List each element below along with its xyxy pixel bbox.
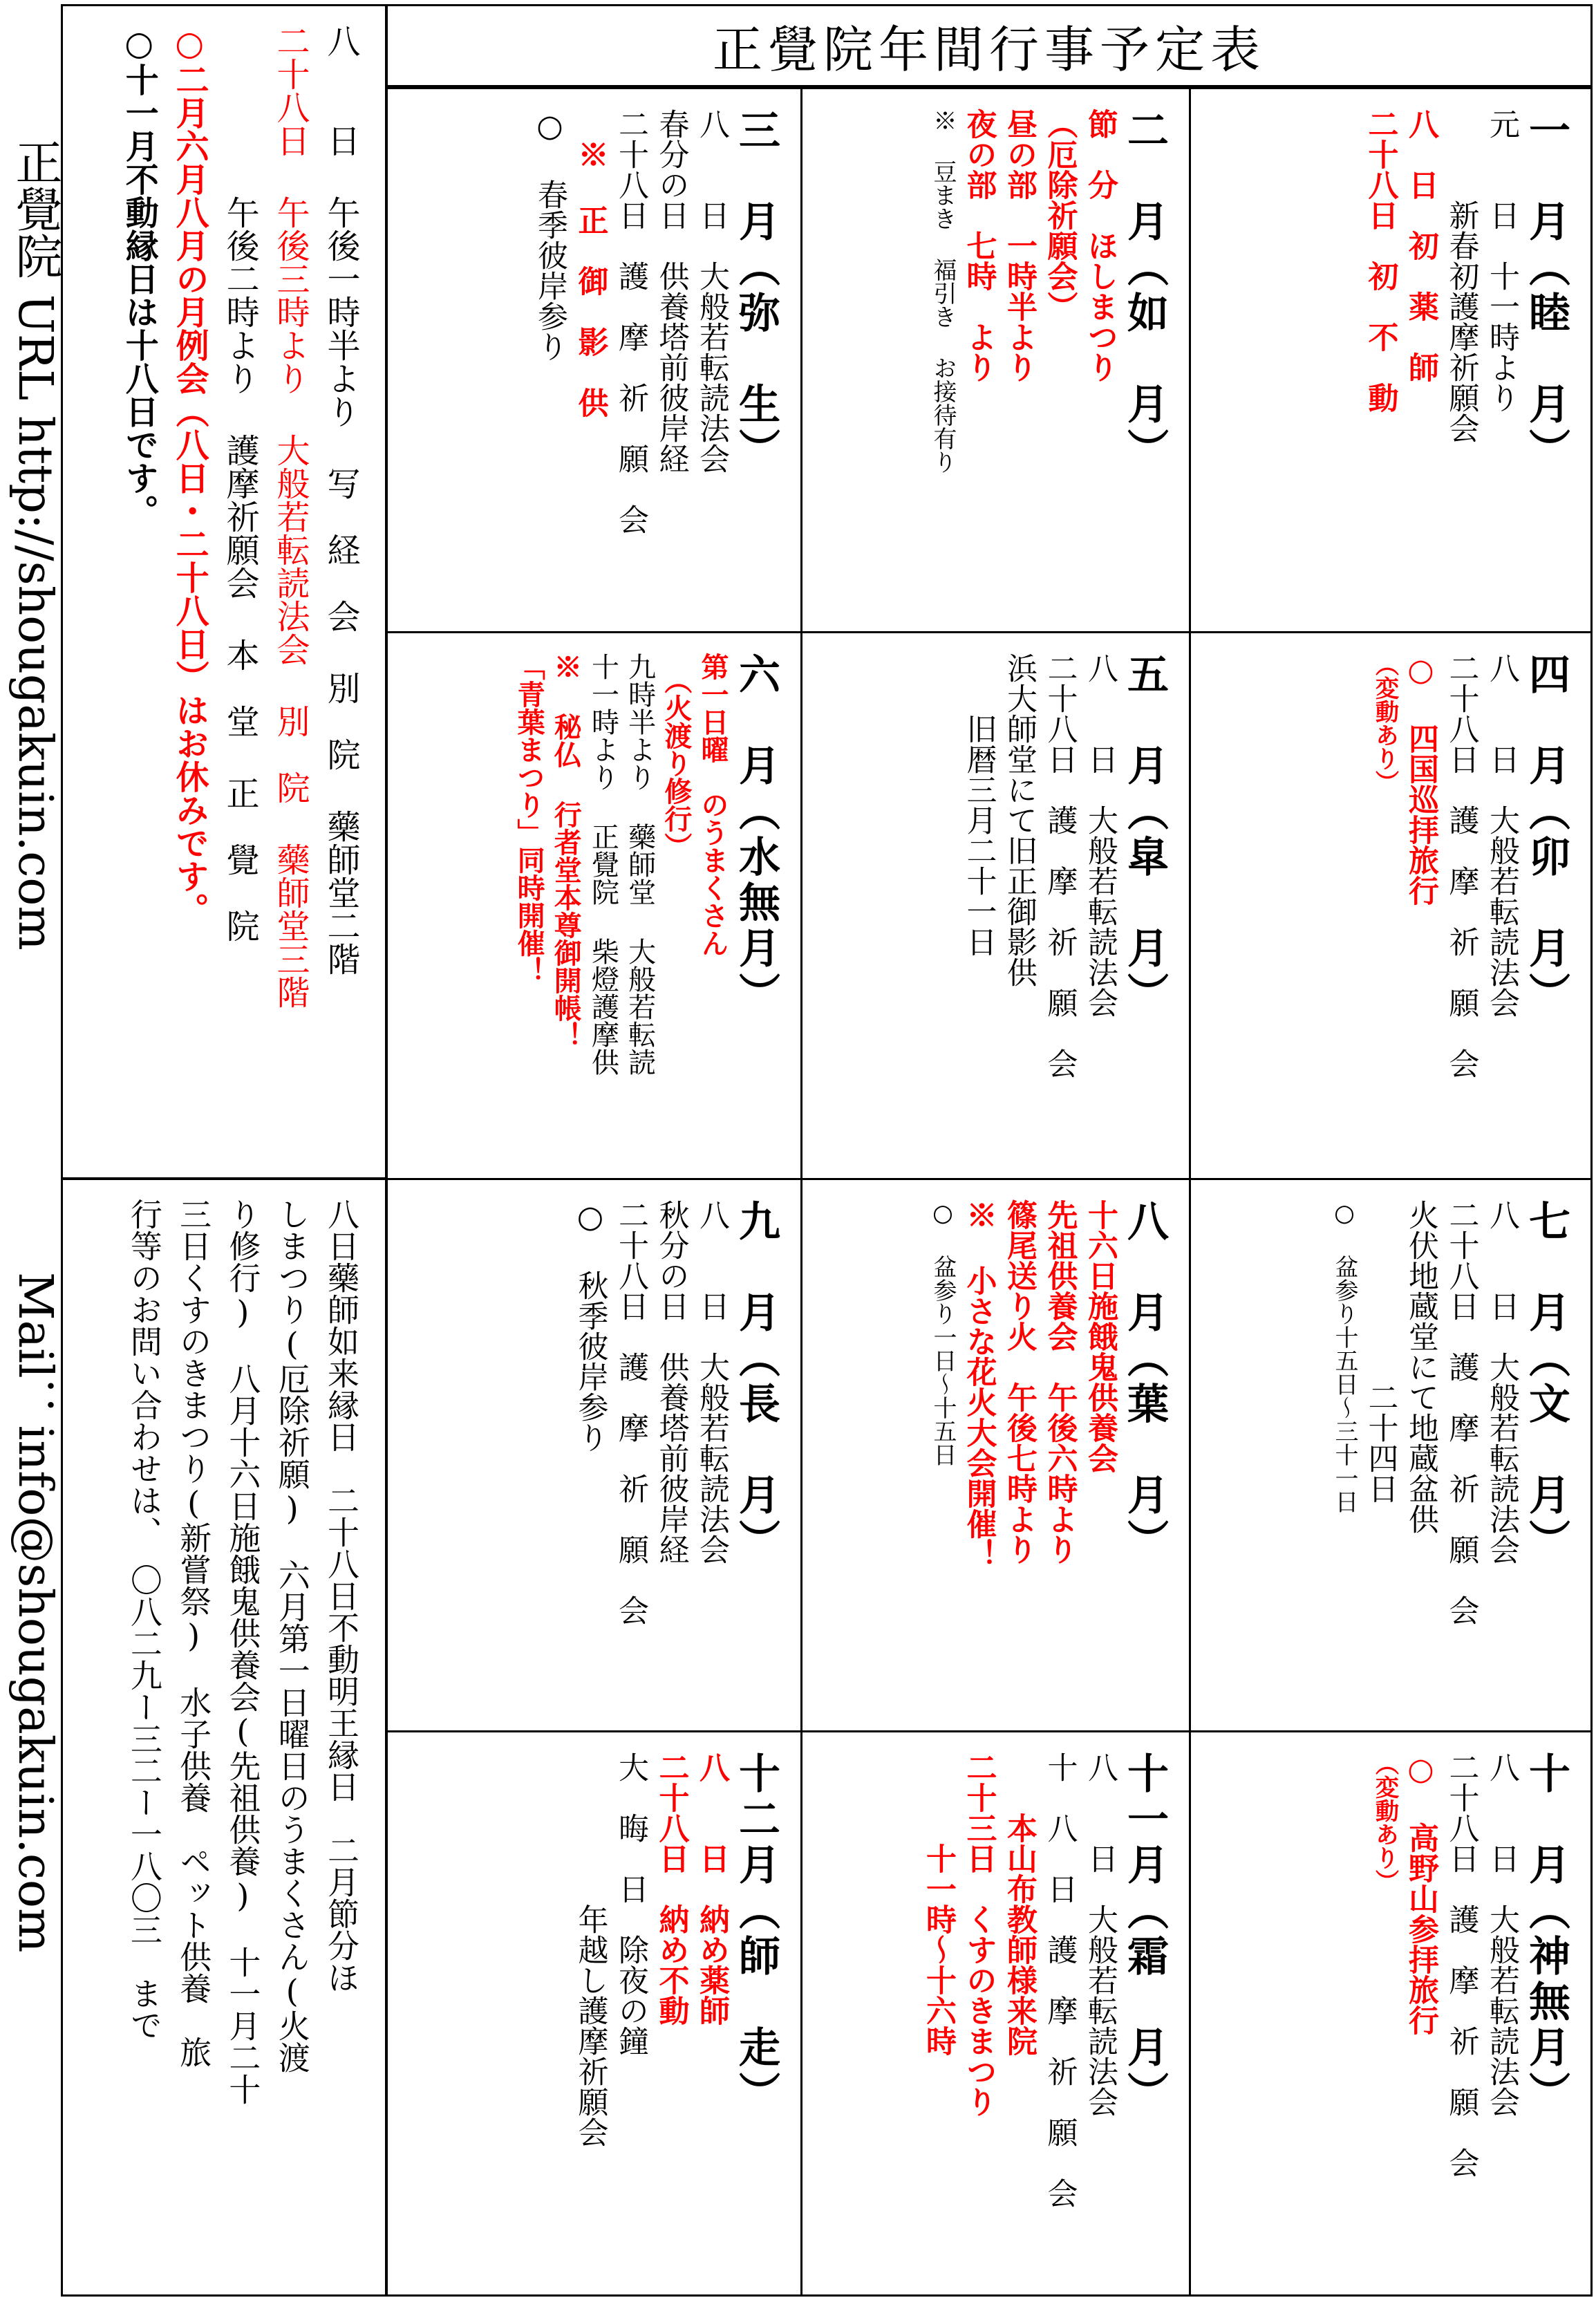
mar-line-4: ※ 正 御 影 供: [572, 109, 608, 418]
month-title-apr: 四 月（卯 月）: [1522, 653, 1570, 1018]
month-cell-apr: [1189, 631, 1593, 1180]
notice-top-line-4: ○二月六月八月の月例会（八日・二十八日）はお休みです。: [170, 24, 209, 926]
notice-top-line-2: 二十八日 午後三時より 大般若転読法会 別 院 藥師堂三階: [271, 24, 310, 1009]
dec-line-2: 二十八日 納め不動: [653, 1752, 689, 2026]
sep-line-4: ○ 秋季彼岸参り: [572, 1199, 608, 1452]
jul-line-5: ○ 盆参り十五日～三十一日: [1330, 1199, 1358, 1513]
month-cell-may: [800, 631, 1191, 1180]
month-cell-mar: [386, 87, 802, 633]
notice-top-line-1: 八 日 午後一時半より 写 経 会 別 院 藥師堂二階: [321, 24, 360, 975]
feb-line-2: （厄除祈願会）: [1042, 109, 1078, 321]
month-title-aug: 八 月（葉 月）: [1120, 1199, 1169, 1564]
notice-top-panel: [61, 4, 387, 1179]
month-title-jan: 一 月（睦 月）: [1522, 109, 1570, 474]
apr-line-2: 二十八日 護 摩 祈 願 会: [1443, 653, 1479, 1078]
url-label: 正覺院 URL http://shougakuin.com: [8, 138, 62, 951]
notice-top-line-5: ○十一月不動縁日は十八日です。: [120, 24, 159, 527]
month-title-oct: 十 月（神無月）: [1522, 1752, 1570, 2117]
jun-line-2: （火渡り修行）: [659, 653, 693, 860]
month-cell-jul: [1189, 1178, 1593, 1732]
aug-line-3: 篠尾送り火 午後七時より: [1001, 1199, 1037, 1564]
notice-bottom-line-5: 行等のお問い合わせは、 〇八二九ー三二ー一八〇三 まで: [125, 1198, 163, 2041]
aug-line-1: 十六日施餓鬼供養会: [1082, 1199, 1118, 1473]
oct-line-4: （変動あり）: [1371, 1752, 1399, 1893]
jan-line-4: 二十八日 初 不 動: [1362, 109, 1398, 413]
month-title-jun: 六 月（水無月）: [732, 653, 780, 1018]
month-cell-dec: [386, 1730, 802, 2297]
jan-line-2: 新春初護摩祈願会: [1443, 109, 1479, 443]
aug-line-4: ※ 小さな花火大会開催！: [961, 1199, 997, 1569]
jun-line-6: 「青葉まつり」同時開催！: [513, 653, 546, 984]
month-title-mar: 三 月（弥 生）: [732, 109, 780, 474]
apr-line-1: 八 日 大般若転読法会: [1484, 653, 1519, 1018]
jun-line-3: 九時半より 藥師堂 大般若転読: [623, 653, 656, 1076]
month-cell-sep: [386, 1178, 802, 1732]
jul-line-1: 八 日 大般若転読法会: [1484, 1199, 1519, 1564]
feb-line-4: 夜の部 七時 より: [961, 109, 997, 382]
mail-label: Mail：info@shougakuin.com: [8, 1272, 62, 1953]
nov-line-3: 本山布教師様来院: [1001, 1752, 1037, 2056]
may-line-4: 旧暦三月二十一日: [961, 653, 997, 957]
month-title-sep: 九 月（長 月）: [732, 1199, 780, 1564]
notice-top-line-3-text: 午後二時より 護摩祈願会 本 堂 正 覺 院: [220, 24, 260, 942]
notice-bottom-panel: [61, 1178, 387, 2297]
nov-line-5: 十一時～十六時: [920, 1752, 956, 2056]
oct-line-3: ○ 高野山参拝旅行: [1402, 1752, 1438, 2035]
dec-line-4: 年越し護摩祈願会: [572, 1752, 608, 2147]
mar-line-5: ○ 春季彼岸参り: [532, 109, 567, 362]
nov-line-1: 八 日 大般若転読法会: [1082, 1752, 1118, 2117]
jul-line-3: 火伏地蔵堂にて地蔵盆供: [1402, 1199, 1438, 1534]
page-title: 正覺院年間行事予定表: [386, 4, 1593, 87]
month-cell-oct: [1189, 1730, 1593, 2297]
feb-line-1: 節 分 ほしまつり: [1082, 109, 1118, 382]
month-title-jul: 七 月（文 月）: [1522, 1199, 1570, 1564]
sep-line-2: 秋分の日 供養塔前彼岸経: [653, 1199, 689, 1564]
month-title-may: 五 月（皐 月）: [1120, 653, 1169, 1018]
jul-line-4: 二十四日: [1362, 1199, 1398, 1504]
feb-line-5: ※ 豆まき 福引き お接待有り: [928, 109, 957, 474]
month-title-dec: 十二月（師 走）: [732, 1752, 780, 2117]
apr-line-3: ○ 四国巡拝旅行: [1402, 653, 1438, 906]
nov-line-2: 十 八 日 護 摩 祈 願 会: [1042, 1752, 1078, 2208]
jun-line-4: 十一時より 正覺院 柴燈護摩供: [587, 653, 619, 1076]
notice-bottom-line-1: 八日藥師如来縁日 二十八日不動明王縁日 二月節分ほ: [323, 1198, 360, 1993]
may-line-3: 浜大師堂にて旧正御影供: [1001, 653, 1037, 987]
jul-line-2: 二十八日 護 摩 祈 願 会: [1443, 1199, 1479, 1625]
aug-line-5: ○ 盆参り一日～十五日: [928, 1199, 957, 1466]
month-cell-jun: [386, 631, 802, 1180]
notice-top-text: [77, 24, 366, 1163]
month-title-nov: 十一月（霜 月）: [1120, 1752, 1169, 2117]
month-title-feb: 二 月（如 月）: [1120, 109, 1169, 474]
notice-top-line-3: [214, 24, 265, 1163]
notice-bottom-line-2: しまつり(厄除祈願) 六月第一日曜日のうまくさん(火渡: [273, 1198, 311, 2073]
mar-line-3: 二十八日 護 摩 祈 願 会: [612, 109, 648, 534]
aug-line-2: 先祖供養会 午後六時より: [1042, 1199, 1078, 1564]
sep-line-1: 八 日 大般若転読法会: [694, 1199, 729, 1564]
oct-line-1: 八 日 大般若転読法会: [1484, 1752, 1519, 2117]
month-cell-aug: [800, 1178, 1191, 1732]
month-cell-jan: [1189, 87, 1593, 633]
feb-line-3: 昼の部 一時半より: [1001, 109, 1037, 382]
mar-line-2: 春分の日 供養塔前彼岸経: [653, 109, 689, 474]
oct-line-2: 二十八日 護 摩 祈 願 会: [1443, 1752, 1479, 2178]
month-cell-feb: [800, 87, 1191, 633]
jun-line-1: 第一日曜 のうまくさん: [697, 653, 729, 957]
dec-line-3: 大 晦 日 除夜の鐘: [612, 1752, 648, 2056]
apr-line-4: （変動あり）: [1371, 653, 1399, 794]
month-cell-nov: [800, 1730, 1191, 2297]
sep-line-3: 二十八日 護 摩 祈 願 会: [612, 1199, 648, 1625]
jun-line-5: ※ 秘仏 行者堂本尊御開帳！: [550, 653, 583, 1049]
jan-line-3: 八 日 初 薬 師: [1402, 109, 1438, 382]
dec-line-1: 八 日 納め薬師: [694, 1752, 729, 2026]
notice-bottom-text: [77, 1198, 366, 2281]
nov-line-4: 二十三日 くすのきまつり: [961, 1752, 997, 2117]
notice-bottom-line-3: り修行) 八月十六日施餓鬼供養会(先祖供養) 十一月二十: [224, 1198, 262, 2105]
may-line-2: 二十八日 護 摩 祈 願 会: [1042, 653, 1078, 1078]
may-line-1: 八 日 大般若転読法会: [1082, 653, 1118, 1018]
jan-line-1: 元 日 十一時より: [1484, 109, 1519, 413]
mar-line-1: 八 日 大般若転読法会: [694, 109, 729, 474]
notice-bottom-line-4: 三日くすのきまつり(新嘗祭) 水子供養 ペット供養 旅: [175, 1198, 213, 2068]
